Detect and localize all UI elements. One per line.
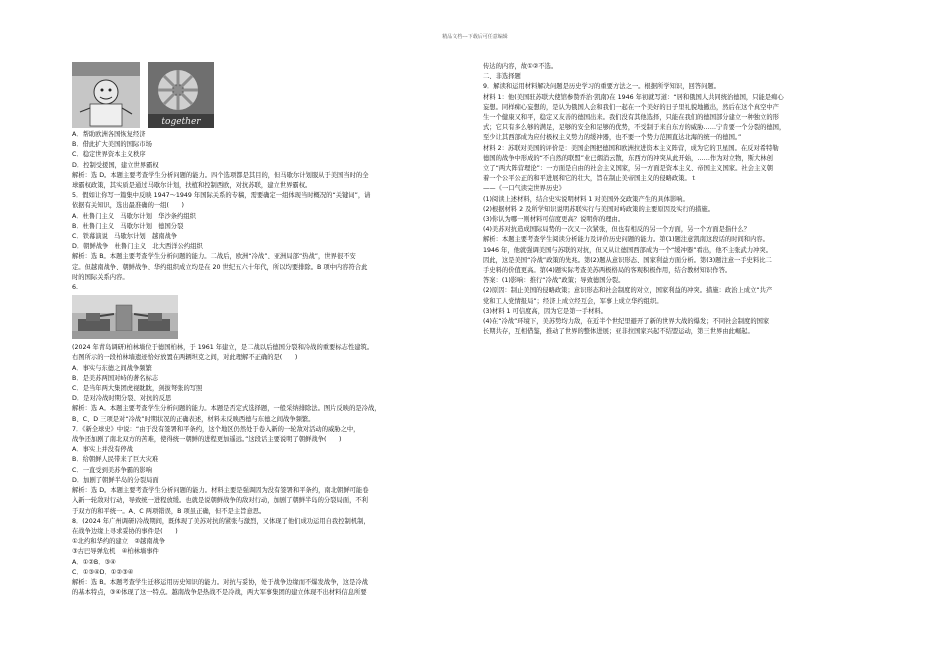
text-line: 式；它只有多么够的满足，足够的安全和足够的优势，不受制于来自东方的威胁……宁肯要一个分裂的德国， [483, 124, 786, 132]
text-line: 解析：选 D。本题主要考查学生分析问题的能力。四个选项都是其目的，但马歇尔计划服从于美国当时的全 [72, 171, 369, 179]
text-line: B、C、D 三项是对“冷战”时期状况的正确表述，材料未反映西德与东德之间战争频繁。 [72, 415, 315, 423]
cartoon-image [72, 62, 140, 128]
text-line: 材料 2：苏联对美国的评价是：美国企图把德国和欧洲拉进资本主义阵营，成为它的卫星国。在反对希特勒 [483, 144, 779, 152]
text-line: C．稳定世界资本主义秩序 [72, 151, 146, 159]
text-line: D．是对冷战时期分裂、对抗的反思 [72, 395, 172, 403]
text-line: 的基本特点，③④体现了这一特点。越南战争是热战不是冷战，两大军事集团的建立体现不出材料信息所要 [72, 589, 367, 597]
text-line: 长期共存，互相借鉴，推动了世界的整体进展；亚非拉国家兴起不结盟运动，第三世界由此崛起。 [483, 328, 754, 336]
text-line: 党和工人党情报局”；经济上成立经互会，军事上成立华约组织。 [483, 297, 663, 305]
together-poster-image [148, 62, 214, 128]
text-line: 传达的内容，故①②不选。 [483, 63, 558, 70]
text-line: 解析：选 D。本题主要考查学生分析问题的能力。材料主要是强调因为没有签署和平条约，南北朝鲜可能卷 [72, 487, 369, 495]
text-line: A．事实上并没有停战 [72, 446, 133, 454]
left-text-block-a [72, 130, 472, 293]
berlin-wall-image-row [72, 293, 472, 343]
text-line: (4)在“冷战”环境下，美苏势均力敌，在近半个世纪里避开了新的世界大战的爆发；不同社会制度的国家 [483, 318, 770, 326]
left-column [72, 62, 472, 598]
text-line: 入新一轮敌对行动，导致统一进程放缓。也就是说朝鲜战争的敌对行动，加剧了朝鲜半岛的分裂局面，不利 [72, 497, 368, 505]
text-line: 解析：选 A。本题主要考查学生分析问题的能力。本题是否定式选择题，一般采纳排除法。图片反映的是冷战， [72, 405, 381, 413]
text-line: C．铁幕演说 马歇尔计划 越南战争 [72, 233, 178, 241]
text-line: ——《一口气读完世界历史》 [483, 185, 565, 193]
text-line: D．控制受援国，建立世界霸权 [72, 161, 159, 169]
text-line: D．朝鲜战争 杜鲁门主义 北大西洋公约组织 [72, 243, 203, 251]
text-line: 于双方的和平统一。A、C 两项错误，B 项虽正确，但不是主旨意思。 [72, 507, 266, 515]
text-line: 7．《新全球史》中说：“由于没有签署和平条约，这个地区仍然处于卷入新的一轮敌对活动的威胁之中， [72, 425, 360, 433]
berlin-wall-photo [72, 295, 178, 339]
text-line: 立了“两大阵营理论”：一方面是自由的社会主义国家，另一方面是资本主义、帝国主义国家。社会主义朝 [483, 165, 773, 173]
text-line: 球霸权政策，其实质是通过马歇尔计划，扶植和控制西欧，对抗苏联，建立世界霸权。 [72, 182, 312, 190]
text-line: 解析：选 B。本题主要考查学生分析问题的能力。二战后，欧洲“冷战”、亚洲局部“热战”，世界很不安 [72, 253, 356, 261]
text-line: 至少让其西部成为应付极权主义势力的缓冲器，也不要一个势力范围直达北海的统一的德国。” [483, 134, 742, 142]
text-line: 妄想。同样痴心妄想的，是认为俄国人会和我们一起在一个美好的日子里礼貌地撤出，然后在这个真空中产 [483, 103, 779, 111]
text-line: 在战争边缘上寻求妥协的事件是( ) [72, 527, 178, 535]
svg-text:together: together [161, 117, 201, 127]
text-line: 德国的战争中形成的“不自然的联盟”业已烟消云散，东西方的冲突从此开始，……作为对立物，斯大林创 [483, 154, 773, 162]
text-line: A．事实与东德之间战争频繁 [72, 364, 152, 372]
text-line: C．一直受到美苏争霸的影响 [72, 466, 152, 474]
text-line: C．①③④D．①②③④ [72, 568, 134, 576]
text-line: C．是当年两大集团虎视眈眈，剑拔弩张的写照 [72, 385, 203, 393]
text-line: 答案：(1)影响：推行“冷战”政策；导致德国分裂。 [483, 277, 625, 285]
text-line: 解析：本题主要考查学生阅读分析能力及评价历史问题的能力。第(1)题注意凯南这段话的时间和内容。 [483, 236, 769, 244]
text-line: (2)原因：制止美国的侵略政策；意识形态和社会制度的对立，国家利益的冲突。措施：政治上成立“共产 [483, 287, 773, 295]
text-line: 6. [72, 284, 79, 292]
text-line: A．杜鲁门主义 马歇尔计划 华沙条约组织 [72, 212, 196, 220]
image-row [72, 62, 472, 130]
text-line: 二、非选择题 [483, 73, 521, 81]
text-line: B．是美苏两国对峙的著名标志 [72, 374, 159, 382]
text-line: 9．解读和运用材料解决问题是历史学习的重要方法之一。根据所学知识，回答问题。 [483, 83, 720, 91]
text-line: (1)阅读上述材料，结合史实说明材料 1 对美国外交政策产生的具体影响。 [483, 195, 689, 203]
text-line: 生一个健康又和平，稳定又友善的德国出来。我们没有其他选择，只能在我们的德国部分建立一种独立的形 [483, 114, 779, 122]
text-line: 材料 1：他(美国驻苏联大使馆参赞乔治·凯南)在 1946 年初就写道：“居和俄国人共同统治德国，只能是痴心 [483, 93, 784, 101]
text-line: A．①②B．③④ [72, 558, 116, 566]
text-line: A．帮助欧洲各国恢复经济 [72, 131, 146, 138]
text-line: (3)你认为哪一则材料可信度更高？说明你的理由。 [483, 216, 625, 224]
text-line: (2)根据材料 2 及所学知识说明苏联实行与美国对峙政策的主要原因及实行的措施。 [483, 205, 715, 213]
text-line: 因此，这是美国“冷战”政策的先兆。第(2)题从意识形态、国家利益方面分析。第(3)题注意一手史料比二 [483, 256, 772, 264]
text-line: ③古巴导弹危机 ④柏林墙事件 [72, 548, 159, 556]
text-line: B．借此扩大美国的国际市场 [72, 141, 152, 149]
text-line: B．杜鲁门主义 马歇尔计划 德国分裂 [72, 222, 184, 230]
text-line: 战争还加剧了南北双方的苦难，使得统一朝鲜的进程更加遥远。”这段话主要说明了朝鲜战争( ) [72, 436, 342, 444]
text-line: 定。但越南战争、朝鲜战争、华约组织成立均是在 20 世纪五六十年代，所以均要排除。B 项中内容符合此 [72, 263, 368, 271]
text-line: (3)材料 1 可信度高，因为它是第一手材料。 [483, 307, 607, 315]
text-line: 时的国际关系内容。 [72, 273, 129, 281]
text-line: 依据有关知识，选出最准确的一组( ) [72, 202, 184, 210]
text-line: 手史料的价值更高。第(4)题实际考查美苏两极格局的客观积极作用，结合教材知识作答。 [483, 267, 732, 275]
text-line: B．给朝鲜人民带来了巨大灾难 [72, 456, 159, 464]
text-line: 8．(2024 年广州调研)冷战期间，既体现了美苏对抗的紧张与激烈，又体现了他们成功运用自我控制机制， [72, 517, 370, 525]
text-line: 着一个公平公正的和平进展和它的壮大，旨在制止美帝国主义的侵略政策。ｔ [483, 175, 698, 183]
text-line: (4)美苏对抗造成国际局势的一次又一次紧张，但也有相反的另一个方面，另一个方面是指什么？ [483, 226, 751, 234]
text-line: (2024 年青岛调研)柏林墙位于德国柏林，于 1961 年建立，是二战以后德国分裂和冷战的重要标志性建筑。 [72, 344, 374, 352]
text-line: 右图所示的一段柏林墙遗迹恰好放置在两辆坦克之间，对此理解不正确的是( ) [72, 354, 298, 362]
page-header: 精品文档---下载后可任意编辑 [442, 34, 508, 40]
text-line: 1946 年，他就强调美国与苏联的对抗，但又从让德国西部成为一个“缓冲器”看出，他不主张武力冲突。 [483, 246, 773, 254]
right-column [483, 62, 883, 337]
text-line: ①北约和华约的建立 ②越南战争 [72, 538, 166, 546]
left-text-block-b [72, 343, 472, 598]
text-line: 5．假如让你写一篇集中反映 1947～1949 年国际关系的专稿，需要确定一组体现当时概况的“关键词”，请 [72, 192, 371, 200]
text-line: D．加剧了朝鲜半岛的分裂局面 [72, 476, 159, 484]
text-line: 解析：选 B。本题考查学生迁移运用历史知识的能力。对抗与妥协，处于战争边缘而不爆发战争，这是冷战 [72, 578, 368, 586]
